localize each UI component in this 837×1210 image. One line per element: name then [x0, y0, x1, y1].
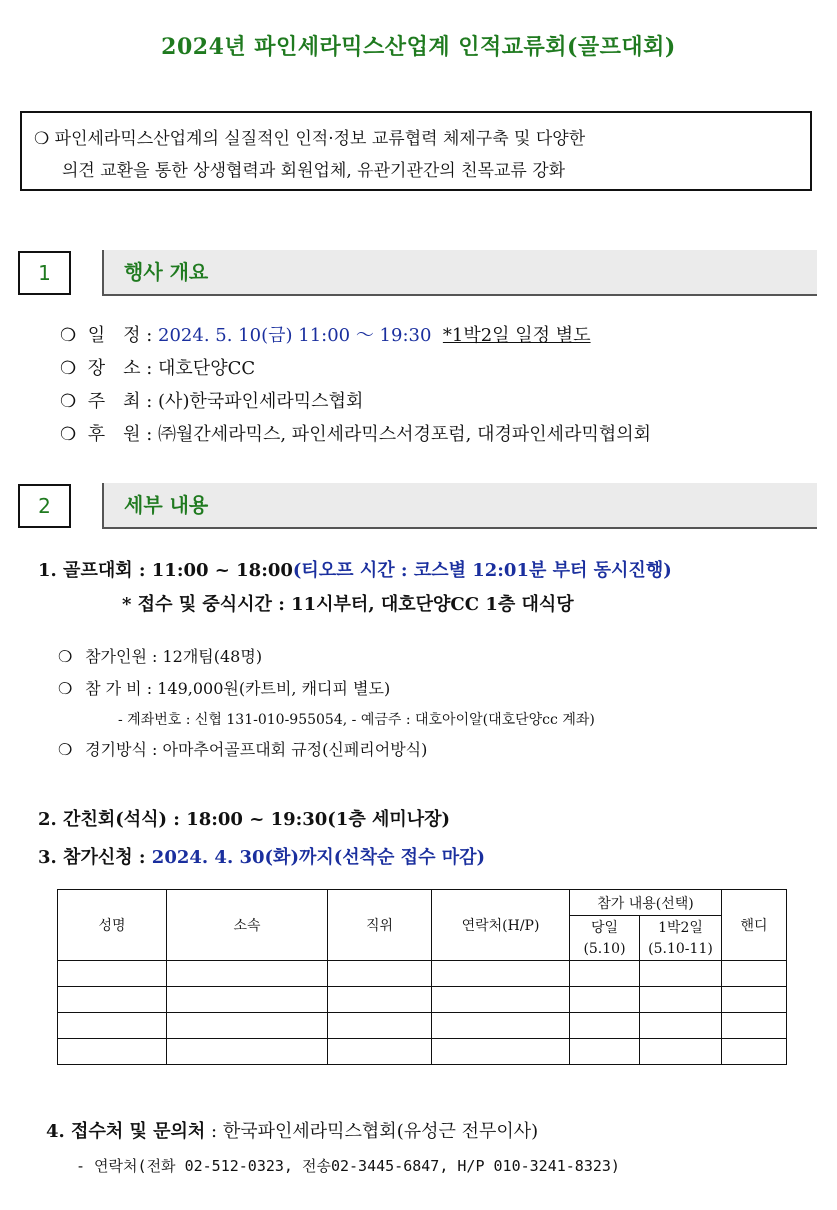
- dinner-row: 2. 간친회(석식) : 18:00 ~ 19:30(1층 세미나장): [38, 809, 451, 830]
- table-cell[interactable]: [432, 961, 570, 987]
- table-cell[interactable]: [640, 987, 722, 1013]
- table-cell[interactable]: [722, 987, 787, 1013]
- table-row: [58, 961, 787, 987]
- sponsor-row: ❍ 후 원 : ㈜월간세라믹스, 파인세라믹스서경포럼, 대경파인세라믹협의회: [60, 421, 651, 449]
- golf-row: [38, 557, 672, 585]
- table-cell[interactable]: [640, 1013, 722, 1039]
- schedule-label: 일 정: [87, 325, 141, 346]
- bullet-icon: ❍: [60, 391, 77, 412]
- header-contact: 연락처(H/P): [432, 890, 570, 961]
- header-name: 성명: [58, 890, 167, 961]
- table-row: [58, 987, 787, 1013]
- table-cell[interactable]: [570, 1039, 640, 1065]
- section-1-number: 1: [18, 251, 71, 295]
- table-cell[interactable]: [722, 961, 787, 987]
- account-info: - 계좌번호 : 신협 131-010-955054, - 예금주 : 대호아이알(대호단양cc 계좌): [118, 712, 595, 728]
- table-cell[interactable]: [640, 961, 722, 987]
- participants-value: 12개팀(48명): [162, 647, 263, 666]
- header-affiliation: 소속: [167, 890, 328, 961]
- header-overnight-date: (5.10-11): [640, 938, 722, 961]
- fee-label: 참 가 비: [85, 679, 142, 698]
- table-cell[interactable]: [722, 1039, 787, 1065]
- section-1-title: 행사 개요: [102, 250, 817, 296]
- contact-label: 4. 접수처 및 문의처: [46, 1121, 206, 1142]
- contact-value: : 한국파인세라믹스협회(유성근 전무이사): [205, 1121, 539, 1142]
- bullet-icon: ❍: [60, 358, 77, 379]
- golf-label: 1. 골프대회 : 11:00 ~ 18:00: [38, 560, 293, 581]
- apply-label: 3. 참가신청 :: [38, 847, 152, 868]
- header-handicap: 핸디: [722, 890, 787, 961]
- bullet-icon: ❍: [60, 325, 77, 346]
- table-cell[interactable]: [640, 1039, 722, 1065]
- venue-label: 장 소: [87, 358, 141, 379]
- table-cell[interactable]: [328, 1013, 432, 1039]
- table-cell[interactable]: [58, 987, 167, 1013]
- table-cell[interactable]: [722, 1013, 787, 1039]
- table-cell[interactable]: [570, 961, 640, 987]
- apply-row: [38, 844, 485, 872]
- rules-label: 경기방식: [85, 740, 147, 759]
- header-overnight: 1박2일: [640, 916, 722, 939]
- table-cell[interactable]: [432, 987, 570, 1013]
- bullet-icon: ❍: [60, 424, 77, 445]
- header-participation: 참가 내용(선택): [570, 890, 722, 916]
- purpose-line-2: 의견 교환을 통한 상생협력과 회원업체, 유관기관간의 친목교류 강화: [62, 161, 566, 181]
- golf-highlight: (티오프 시간 : 코스별 12:01분 부터 동시진행): [292, 560, 672, 581]
- host-value: (사)한국파인세라믹스협회: [158, 391, 364, 412]
- purpose-line-1: ❍ 파인세라믹스산업계의 실질적인 인적·정보 교류협력 체제구축 및 다양한: [34, 129, 586, 149]
- header-position: 직위: [328, 890, 432, 961]
- rules-value: 아마추어골프대회 규정(신페리어방식): [162, 740, 428, 759]
- table-row: [58, 1039, 787, 1065]
- venue-value: 대호단양CC: [158, 358, 256, 379]
- section-2-number: 2: [18, 484, 71, 528]
- sponsor-value: ㈜월간세라믹스, 파인세라믹스서경포럼, 대경파인세라믹협의회: [158, 424, 652, 445]
- venue-row: ❍ 장 소 : 대호단양CC: [60, 355, 255, 383]
- fee-row: ❍ 참 가 비 : 149,000원(카트비, 캐디피 별도): [58, 675, 390, 703]
- table-row: [58, 1013, 787, 1039]
- participants-row: ❍ 참가인원 : 12개팀(48명): [58, 643, 262, 671]
- registration-table: [57, 889, 787, 1065]
- table-cell[interactable]: [328, 1039, 432, 1065]
- table-cell[interactable]: [328, 961, 432, 987]
- sponsor-label: 후 원: [87, 424, 141, 445]
- bullet-icon: ❍: [58, 679, 73, 698]
- table-cell[interactable]: [58, 1013, 167, 1039]
- schedule-note: *1박2일 일정 별도: [442, 325, 591, 346]
- table-cell[interactable]: [432, 1039, 570, 1065]
- table-cell[interactable]: [58, 1039, 167, 1065]
- table-cell[interactable]: [58, 961, 167, 987]
- table-cell[interactable]: [570, 1013, 640, 1039]
- table-cell[interactable]: [167, 987, 328, 1013]
- table-cell[interactable]: [570, 987, 640, 1013]
- apply-deadline: 2024. 4. 30(화)까지(선착순 접수 마감): [151, 847, 486, 868]
- header-day: 당일: [570, 916, 640, 939]
- table-cell[interactable]: [167, 1039, 328, 1065]
- bullet-icon: ❍: [34, 129, 50, 149]
- participants-label: 참가인원: [85, 647, 147, 666]
- section-2-title: 세부 내용: [102, 483, 817, 529]
- contact-detail: - 연락처(전화 02-512-0323, 전송02-3445-6847, H/P 010-3241-8323): [76, 1157, 620, 1175]
- schedule-value: 2024. 5. 10(금) 11:00 ～ 19:30: [158, 325, 432, 346]
- purpose-box: [20, 111, 812, 191]
- rules-row: ❍ 경기방식 : 아마추어골프대회 규정(신페리어방식): [58, 736, 427, 764]
- host-row: ❍ 주 최 : (사)한국파인세라믹스협회: [60, 388, 363, 416]
- table-cell[interactable]: [432, 1013, 570, 1039]
- table-cell[interactable]: [167, 961, 328, 987]
- header-day-date: (5.10): [570, 938, 640, 961]
- host-label: 주 최: [87, 391, 141, 412]
- schedule-row: ❍ 일 정 : 2024. 5. 10(금) 11:00 ～ 19:30 *1박2일 일정 별도: [60, 322, 591, 350]
- contact-row: [46, 1118, 538, 1146]
- table-cell[interactable]: [167, 1013, 328, 1039]
- bullet-icon: ❍: [58, 647, 73, 666]
- page-title: 2024년 파인세라믹스산업계 인적교류회(골프대회): [161, 34, 676, 60]
- table-cell[interactable]: [328, 987, 432, 1013]
- golf-note: * 접수 및 중식시간 : 11시부터, 대호단양CC 1층 대식당: [122, 594, 574, 615]
- bullet-icon: ❍: [58, 740, 73, 759]
- fee-value: 149,000원(카트비, 캐디피 별도): [157, 679, 391, 698]
